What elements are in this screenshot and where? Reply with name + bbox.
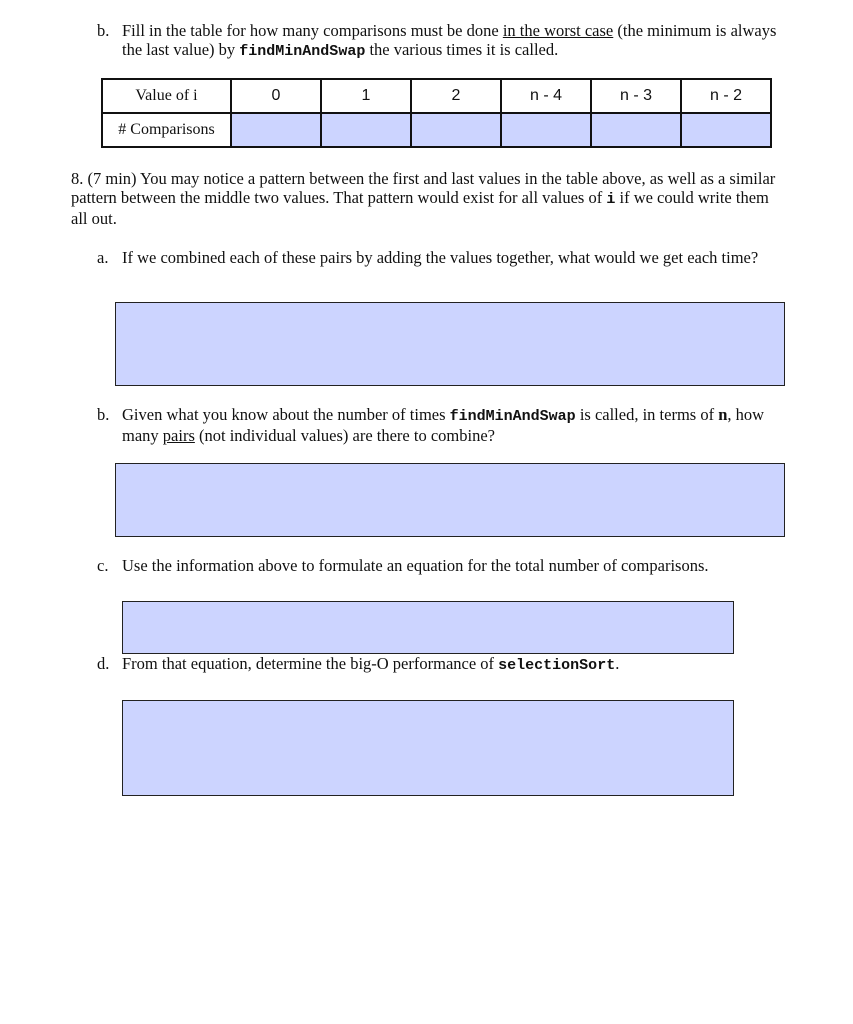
question-8d-label: d.: [97, 654, 110, 673]
question-8c-prompt: [97, 556, 797, 575]
question-8-intro: 8. (7 min) You may notice a pattern between the first and last values in the table above, as well as a similar pattern between the middle two values. That pattern would exist for all values of i if we could write them all out.: [71, 169, 776, 228]
part-b-prompt: [97, 21, 787, 61]
column-header: 2: [411, 79, 501, 113]
row-header-value-of-i: Value of i: [102, 79, 231, 113]
question-8a-text: If we combined each of these pairs by adding the values together, what would we get each time?: [122, 248, 759, 267]
answer-box-8b[interactable]: [115, 463, 785, 537]
table-row-values: [102, 79, 771, 113]
comparison-answer-cell[interactable]: [321, 113, 411, 147]
row-header-comparisons: # Comparisons: [102, 113, 231, 147]
column-header: n - 4: [501, 79, 591, 113]
question-8a-prompt: [97, 248, 787, 267]
question-8b-text: Given what you know about the number of times findMinAndSwap is called, in terms of n, how many pairs (not individual values) are there to combine?: [122, 405, 765, 445]
column-header: n - 2: [681, 79, 771, 113]
question-8d-text: From that equation, determine the big-O performance of selectionSort.: [122, 654, 620, 674]
column-header: 1: [321, 79, 411, 113]
comparisons-table: [101, 78, 772, 148]
column-header: n - 3: [591, 79, 681, 113]
question-8d-prompt: [97, 654, 787, 675]
column-header: 0: [231, 79, 321, 113]
comparison-answer-cell[interactable]: [681, 113, 771, 147]
question-8b-label: b.: [97, 405, 110, 424]
table-row-comparisons: [102, 113, 771, 147]
question-8c-text: Use the information above to formulate an equation for the total number of comparisons.: [122, 556, 709, 575]
comparison-answer-cell[interactable]: [231, 113, 321, 147]
part-b-text: Fill in the table for how many comparisons must be done in the worst case (the minimum is always the last value) by findMinAndSwap the various times it is called.: [122, 21, 777, 60]
comparison-answer-cell[interactable]: [591, 113, 681, 147]
question-8a-label: a.: [97, 248, 109, 267]
question-8b-prompt: [97, 405, 787, 445]
question-8c-label: c.: [97, 556, 109, 575]
comparison-answer-cell[interactable]: [411, 113, 501, 147]
answer-box-8c[interactable]: [122, 601, 734, 654]
comparison-answer-cell[interactable]: [501, 113, 591, 147]
answer-box-8a[interactable]: [115, 302, 785, 386]
part-b-label: b.: [97, 21, 110, 40]
answer-box-8d[interactable]: [122, 700, 734, 796]
